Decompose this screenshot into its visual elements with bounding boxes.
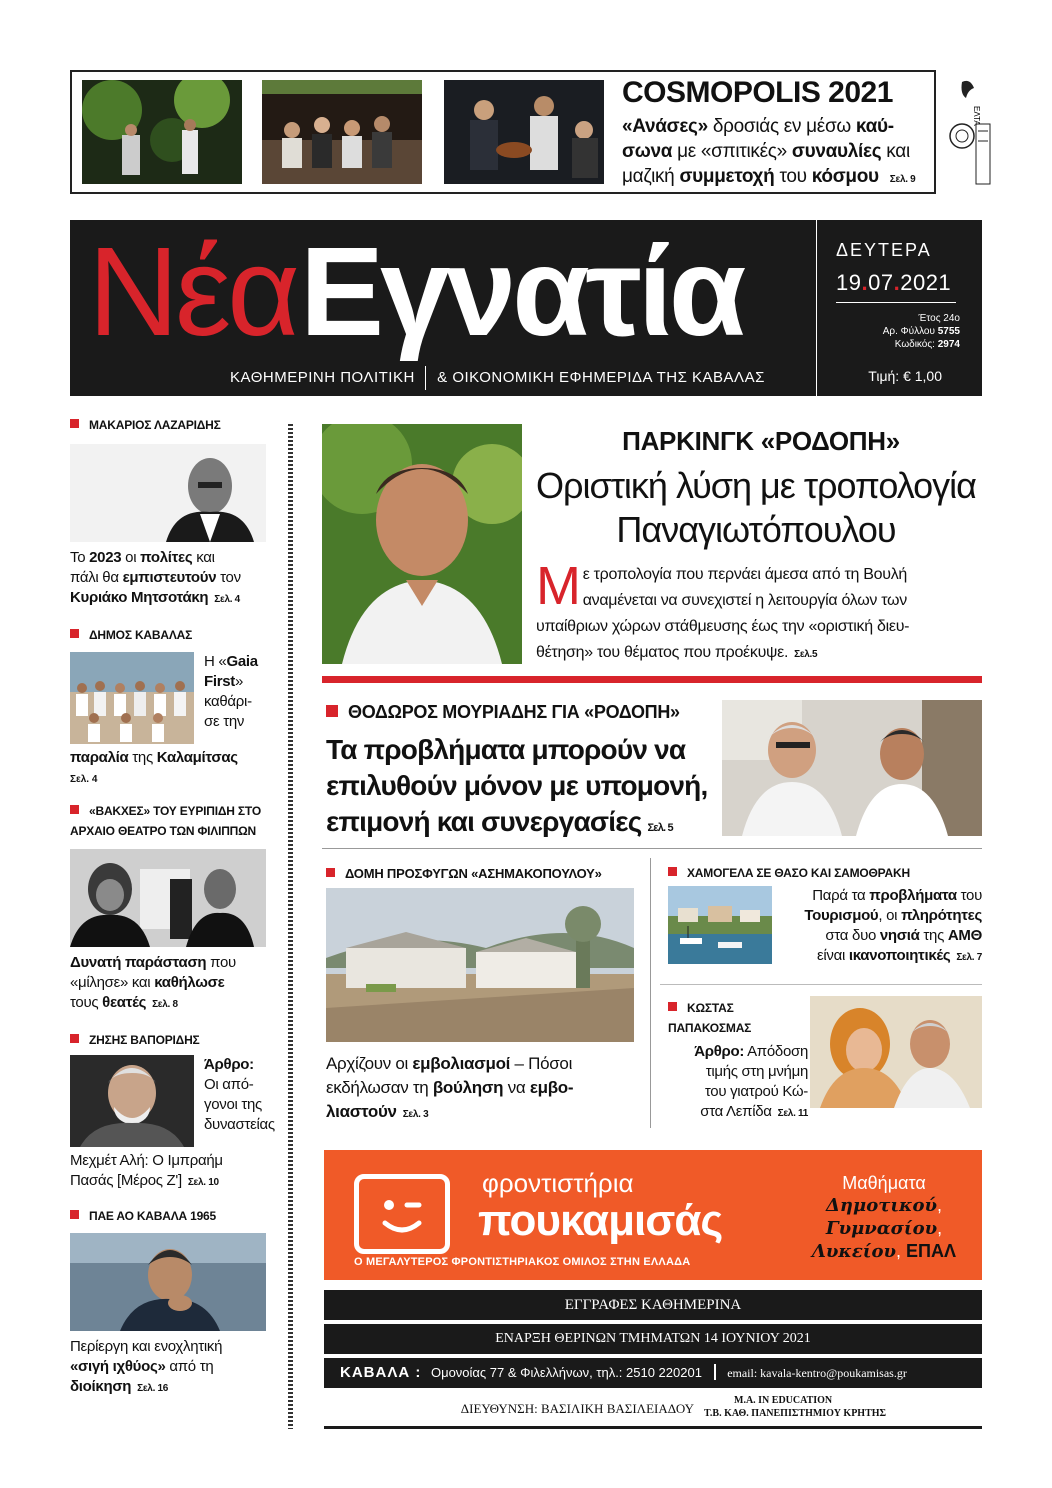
red-square-icon	[668, 867, 677, 876]
column-rule	[650, 858, 651, 1128]
second-kicker: ΘΟΔΩΡΟΣ ΜΟΥΡΙΑΔΗΣ ΓΙΑ «ΡΟΔΟΠΗ»	[326, 702, 680, 723]
separator	[322, 848, 982, 849]
papakosmas-text: Άρθρο: Απόδοση τιμής στη μνήμη του γιατρού Κώ- στα Λεπίδα Σελ. 11	[694, 1043, 808, 1120]
ad-lessons: Μαθήματα Δημοτικού, Γυμνασίου, Λυκείου, ΕΠΑΛ	[811, 1173, 957, 1262]
sidebar-story-2: Η «Gaia First» καθάρι- σε την	[204, 653, 258, 730]
sidebar-kicker: ΔΗΜΟΣ ΚΑΒΑΛΑΣ	[70, 628, 276, 642]
issue-day: ΔΕΥΤΕΡΑ	[836, 240, 932, 260]
sidebar-story-4: Άρθρο: Οι από- γονοι της δυναστείας	[204, 1056, 275, 1133]
banner-text: «Ανάσες» δροσιάς εν μέσω καύ- σωνα με «σπιτικές» συναυλίες και μαζική συμμετοχή του κόσμου Σελ. 9	[622, 116, 916, 187]
issue-price: Τιμή: € 1,00	[868, 368, 942, 384]
ad-bar-summer: ΕΝΑΡΞΗ ΘΕΡΙΝΩΝ ΤΜΗΜΑΤΩΝ 14 ΙΟΥΝΙΟΥ 2021	[324, 1324, 982, 1354]
ad-brand-large: πουκαμισάς	[478, 1196, 723, 1245]
thasos-kicker: ΧΑΜΟΓΕΛΑ ΣΕ ΘΑΣΟ ΚΑΙ ΣΑΜΟΘΡΑΚΗ	[668, 866, 910, 880]
red-square-icon	[70, 1210, 79, 1219]
sidebar-kicker: ΜΑΚΑΡΙΟΣ ΛΑΖΑΡΙΔΗΣ	[70, 418, 276, 432]
photo-lepidas	[810, 996, 982, 1108]
refugee-kicker: ΔΟΜΗ ΠΡΟΣΦΥΓΩΝ «ΑΣΗΜΑΚΟΠΟΥΛΟΥ»	[326, 866, 602, 881]
red-square-icon	[326, 868, 335, 877]
issue-info: Έτος 24ο Αρ. Φύλλου 5755 Κωδικός: 2974	[882, 313, 960, 350]
lead-headline: Οριστική λύση με τροπολογία Παναγιωτόπουλου	[536, 465, 976, 550]
refugee-text: Αρχίζουν οι εμβολιασμοί – Πόσοι εκδήλωσαν τη βούληση να εμβο- λιαστούν Σελ. 3	[326, 1054, 574, 1121]
tagline: ΚΑΘΗΜΕΡΙΝΗ ΠΟΛΙΤΙΚΗ & ΟΙΚΟΝΟΜΙΚΗ ΕΦΗΜΕΡΙΔΑ ΤΗΣ ΚΑΒΑΛΑΣ	[230, 366, 765, 390]
second-headline: Τα προβλήματα μπορούν να επιλυθούν μόνον με υπομονή, επιμονή και συνεργασίες Σελ. 5	[326, 734, 708, 837]
ad-brand-small: φροντιστήρια	[482, 1168, 634, 1198]
banner-title: COSMOPOLIS 2021	[622, 76, 893, 109]
column-rule	[288, 424, 293, 1429]
red-square-icon	[326, 705, 338, 717]
logo	[88, 222, 742, 362]
photo-refugee-camp	[326, 888, 634, 1042]
red-square-icon	[70, 419, 79, 428]
sidebar-story-1: Το 2023 οι πολίτες και πάλι θα εμπιστευτούν τον Κυριάκο Μητσοτάκη Σελ. 4	[70, 549, 241, 606]
photo-mouriadis	[722, 700, 982, 836]
sidebar-story-3: Δυνατή παράσταση που «μίλησε» και καθήλωσε τους θεατές Σελ. 8	[70, 954, 236, 1011]
red-square-icon	[70, 805, 79, 814]
postal-stamp	[944, 76, 996, 188]
ad-director: ΔΙΕΥΘΥΝΣΗ: ΒΑΣΙΛΙΚΗ ΒΑΣΙΛΕΙΑΔΟΥ	[460, 1401, 694, 1416]
red-square-icon	[70, 629, 79, 638]
red-rule	[322, 676, 982, 683]
ad-logo-icon	[354, 1174, 450, 1254]
logo-egnatia: Εγνατία	[300, 221, 743, 362]
photo-bacchae	[70, 849, 266, 947]
sidebar-story-5: Περίεργη και ενοχλητική «σιγή ιχθύος» από τη διοίκηση Σελ. 16	[70, 1338, 223, 1395]
sidebar-kicker: «ΒΑΚΧΕΣ» ΤΟΥ ΕΥΡΙΠΙΔΗ ΣΤΟ ΑΡΧΑΙΟ ΘΕΑΤΡΟ ΤΩΝ ΦΙΛΙΠΠΩΝ	[70, 804, 261, 838]
ad-contact-bar: ΚΑΒΑΛΑ : Ομονοίας 77 & Φιλελλήνων, τηλ.: 2510 220201 email: kavala-kentro@poukamisas.gr	[324, 1358, 982, 1388]
drop-cap: Μ	[536, 556, 581, 616]
ad-email-link[interactable]: email: kavala-kentro@poukamisas.gr	[727, 1366, 907, 1380]
ad-bar-registrations: ΕΓΓΡΑΦΕΣ ΚΑΘΗΜΕΡΙΝΑ	[324, 1290, 982, 1320]
page-ref: Σελ. 9	[889, 174, 916, 185]
banner-photo-2	[262, 80, 422, 184]
portrait-lazaridis	[70, 444, 266, 542]
portrait-vaporidis	[70, 1055, 194, 1147]
date-underline	[836, 302, 956, 303]
issue-date: 19.07.2021	[836, 270, 952, 295]
photo-kavala-fc	[70, 1233, 266, 1331]
ad-poukamisas[interactable]	[324, 1150, 982, 1280]
masthead	[70, 220, 982, 396]
sidebar: ΜΑΚΑΡΙΟΣ ΛΑΖΑΡΙΔΗΣ Το 2023 οι πολίτες και πάλι θα εμπιστευτούν τον Κυριάκο Μητσοτάκη Σελ. 4 ΔΗΜΟΣ ΚΑΒΑΛΑΣ Η «Gaia First» καθάρι- σε την παραλία της Καλαμίτσας Σελ. 4 «ΒΑΚΧΕΣ» ΤΟΥ ΕΥΡΙΠΙΔΗ ΣΤΟ ΑΡΧΑΙΟ ΘΕΑΤΡΟ ΤΩΝ ΦΙΛΙΠΠΩΝ Δυνατή παράσταση που «μίλησε» και καθήλωσε τους θεατές Σελ. 8 ΖΗΣΗΣ ΒΑΠΟΡΙΔΗΣ Άρθρο: Οι από- γονοι της δυναστείας Μεχμέτ Αλή: Ο Ιμπραήμ Πασάς [Μέρος Ζ'] Σελ. 10 ΠΑΕ ΑΟ ΚΑΒΑΛΑ 1965 Περίεργη και ενοχλητική «σιγή ιχθύος» από τη διοίκηση Σελ. 16	[70, 418, 276, 1399]
top-banner	[70, 70, 981, 194]
thasos-text: Παρά τα προβλήματα του Τουρισμού, οι πληρότητες στα δυο νησιά της ΑΜΘ είναι ικανοποιητικές Σελ. 7	[804, 887, 982, 964]
papakosmas-kicker: ΚΩΣΤΑΣ ΠΑΠΑΚΟΣΜΑΣ	[668, 1001, 752, 1035]
ad-bottom-rule	[324, 1426, 982, 1429]
photo-gaia-first	[70, 652, 194, 744]
separator	[660, 984, 982, 985]
banner-photo-1	[82, 80, 242, 184]
lead-body: Μ ε τροπολογία που περνάει άμεσα από τη Βουλή αναμένεται να συνεχιστεί η λειτουργία όλων των υπαίθριων χώρων στάθμευσης έως την «οριστική διευ- θέτηση» του θέματος που προέκυψε. Σελ.5	[536, 556, 910, 661]
red-square-icon	[668, 1002, 677, 1011]
stamp-label: ΕΛΤΑ	[972, 106, 981, 126]
photo-thasos-harbor	[668, 886, 772, 964]
sidebar-kicker: ΠΑΕ ΑΟ ΚΑΒΑΛΑ 1965	[70, 1209, 276, 1223]
banner-photo-3	[444, 80, 604, 184]
sidebar-kicker: ΖΗΣΗΣ ΒΑΠΟΡΙΔΗΣ	[70, 1033, 276, 1047]
ad-credentials: M.A. IN EDUCATION Τ.Β. ΚΑΘ. ΠΑΝΕΠΙΣΤΗΜΙΟΥ ΚΡΗΤΗΣ	[704, 1395, 887, 1419]
lead-kicker: ΠΑΡΚΙΝΓΚ «ΡΟΔΟΠΗ»	[622, 426, 900, 456]
red-square-icon	[70, 1034, 79, 1043]
ad-slogan: Ο ΜΕΓΑΛΥΤΕΡΟΣ ΦΡΟΝΤΙΣΤΗΡΙΑΚΟΣ ΟΜΙΛΟΣ ΣΤΗΝ ΕΛΛΑΔΑ	[354, 1256, 691, 1268]
portrait-panagiotopoulos	[322, 424, 522, 664]
logo-nea: Νέα	[88, 221, 297, 362]
